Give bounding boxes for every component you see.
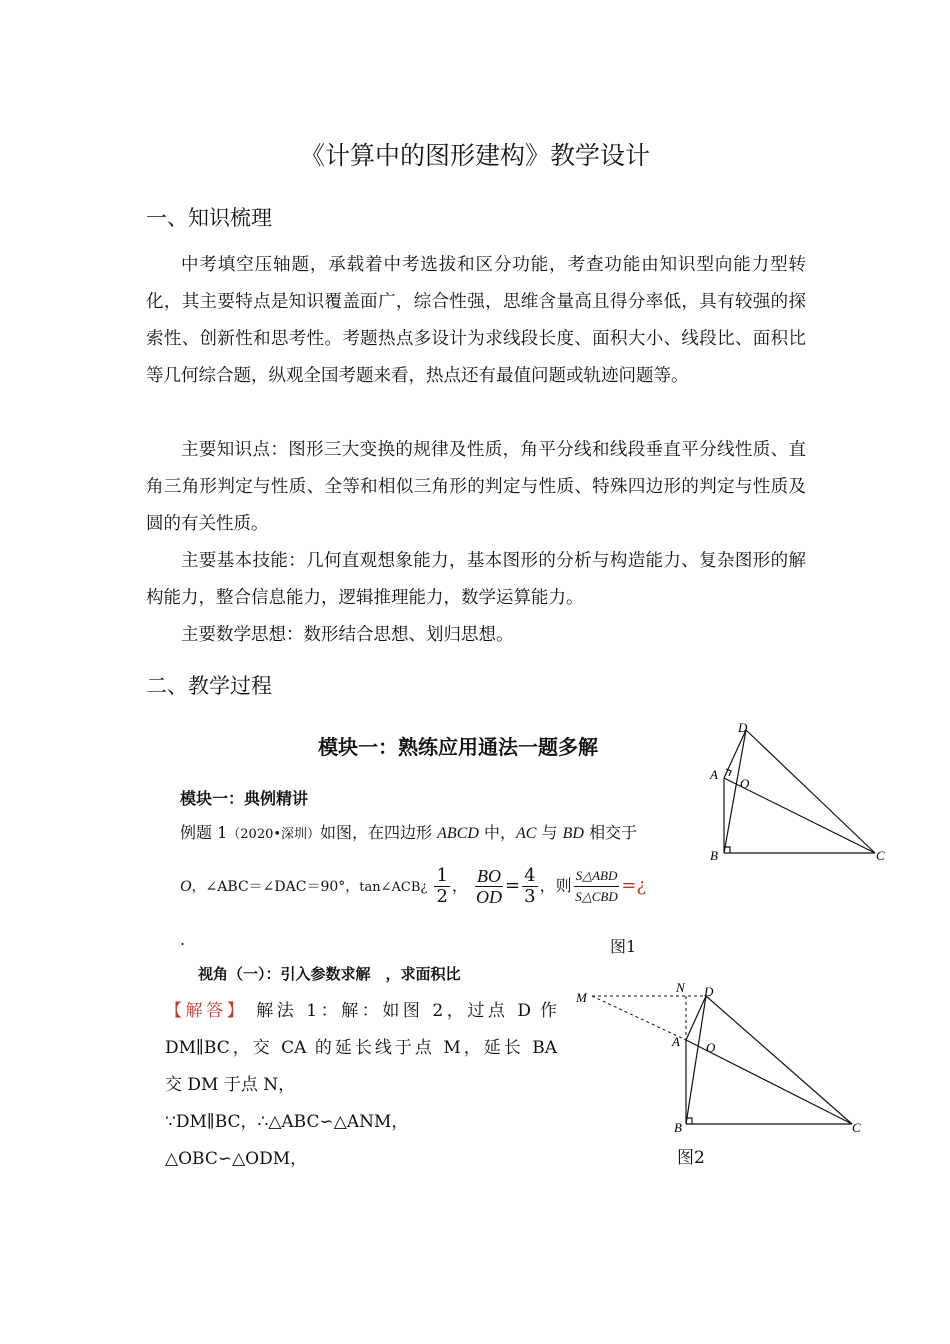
answer-line-3: 交 DM 于点 N， xyxy=(165,1075,296,1095)
example-line-2 xyxy=(180,866,646,907)
paragraph-skills: 主要基本技能：几何直观想象能力，基本图形的分析与构造能力、复杂图形的解构能力，整合信息能力，逻辑推理能力，数学运算能力。 xyxy=(146,551,806,608)
fig1-label-d: D xyxy=(738,720,748,735)
example-text-b: 中， xyxy=(478,823,517,842)
answer-block xyxy=(165,993,557,1178)
example-source: （2020•深圳） xyxy=(227,827,321,842)
figure-2-caption: 图2 xyxy=(677,1148,705,1168)
point-o: O xyxy=(180,878,192,895)
fraction-four-thirds: $\frac{4}{3}$ xyxy=(524,865,536,907)
equals-sign: = xyxy=(505,875,521,896)
answer-line-5: △OBC∽△ODM， xyxy=(165,1149,308,1169)
paragraph-intro: 中考填空压轴题，承载着中考选拔和区分功能，考查功能由知识型向能力型转化，其主要特点是知识覆盖面广，综合性强，思维含量高且得分率低，具有较强的探索性、创新性和思考性。考题热点多设计为求线段长度、面积大小、线段比、面积比等几何综合题，纵观全国考题来看，热点还有最值问题或轨迹问题等。 xyxy=(146,255,806,386)
quad-name: ABCD xyxy=(437,825,479,842)
figure-2-diagram xyxy=(570,976,880,1136)
segment-ac: AC xyxy=(516,825,537,842)
answer-line-1: 【解答】 解法 1：解：如图 2，过点 D 作 xyxy=(165,1001,557,1021)
separator: ， xyxy=(451,876,468,895)
module-subtitle: 模块一：典例精讲 xyxy=(180,789,309,808)
example-period: . xyxy=(180,930,186,949)
fig1-label-o: O xyxy=(740,776,750,791)
section-heading-process: 二、教学过程 xyxy=(146,674,272,698)
answer-tag: 【解答】 xyxy=(165,1001,248,1021)
answer-line-4: ∵DM∥BC，∴△ABC∽△ANM， xyxy=(165,1112,409,1132)
fraction-area-ratio: $\frac{\text{S△ABD}}{\text{S△CBD}}$ xyxy=(575,868,618,904)
figure-1-diagram xyxy=(700,718,900,868)
fig2-label-c: C xyxy=(852,1120,861,1135)
answer-blank: =¿ xyxy=(621,875,647,896)
paragraph-thinking: 主要数学思想：数形结合思想、划归思想。 xyxy=(181,625,514,645)
view-one-heading: 视角（一）：引入参数求解 ，求面积比 xyxy=(198,965,461,983)
angle-condition: ，∠ABC＝∠DAC＝90°， xyxy=(191,879,360,895)
then-text: ，则 xyxy=(539,876,572,895)
example-text-d: 相交于 xyxy=(583,823,638,842)
fig2-label-a: A xyxy=(672,1034,680,1049)
fig1-label-a: A xyxy=(710,767,718,782)
paragraph-knowledge-points: 主要知识点：图形三大变换的规律及性质，角平分线和线段垂直平分线性质、直角三角形判定与性质、全等和相似三角形的判定与性质、特殊四边形的判定与性质及圆的有关性质。 xyxy=(146,440,806,534)
fig2-label-n: N xyxy=(676,980,685,995)
fig2-label-b: B xyxy=(674,1120,682,1135)
section-heading-knowledge: 一、知识梳理 xyxy=(146,206,272,230)
example-text-c: 与 xyxy=(536,823,563,842)
fraction-bo-od: $\frac{BO}{OD}$ xyxy=(476,866,503,907)
tan-condition: tan∠ACB¿ xyxy=(359,880,428,895)
answer-line-2: DM∥BC，交 CA 的延长线于点 M，延长 BA xyxy=(165,1038,557,1058)
document-title: 《计算中的图形建构》教学设计 xyxy=(299,141,650,170)
fig2-label-d: D xyxy=(704,984,714,999)
fig1-label-b: B xyxy=(710,848,718,863)
example-text-a: 如图，在四边形 xyxy=(320,823,438,842)
module-title: 模块一：熟练应用通法一题多解 xyxy=(318,735,598,759)
segment-bd: BD xyxy=(562,825,584,842)
fig2-label-m: M xyxy=(576,990,587,1005)
fig1-label-c: C xyxy=(876,848,885,863)
figure-1-caption: 图1 xyxy=(610,937,637,956)
fig2-label-o: O xyxy=(706,1040,716,1055)
example-label: 例题 1 xyxy=(180,823,228,842)
fraction-one-half: $\frac{1}{2}$ xyxy=(436,865,448,907)
example-line-1 xyxy=(180,820,637,843)
